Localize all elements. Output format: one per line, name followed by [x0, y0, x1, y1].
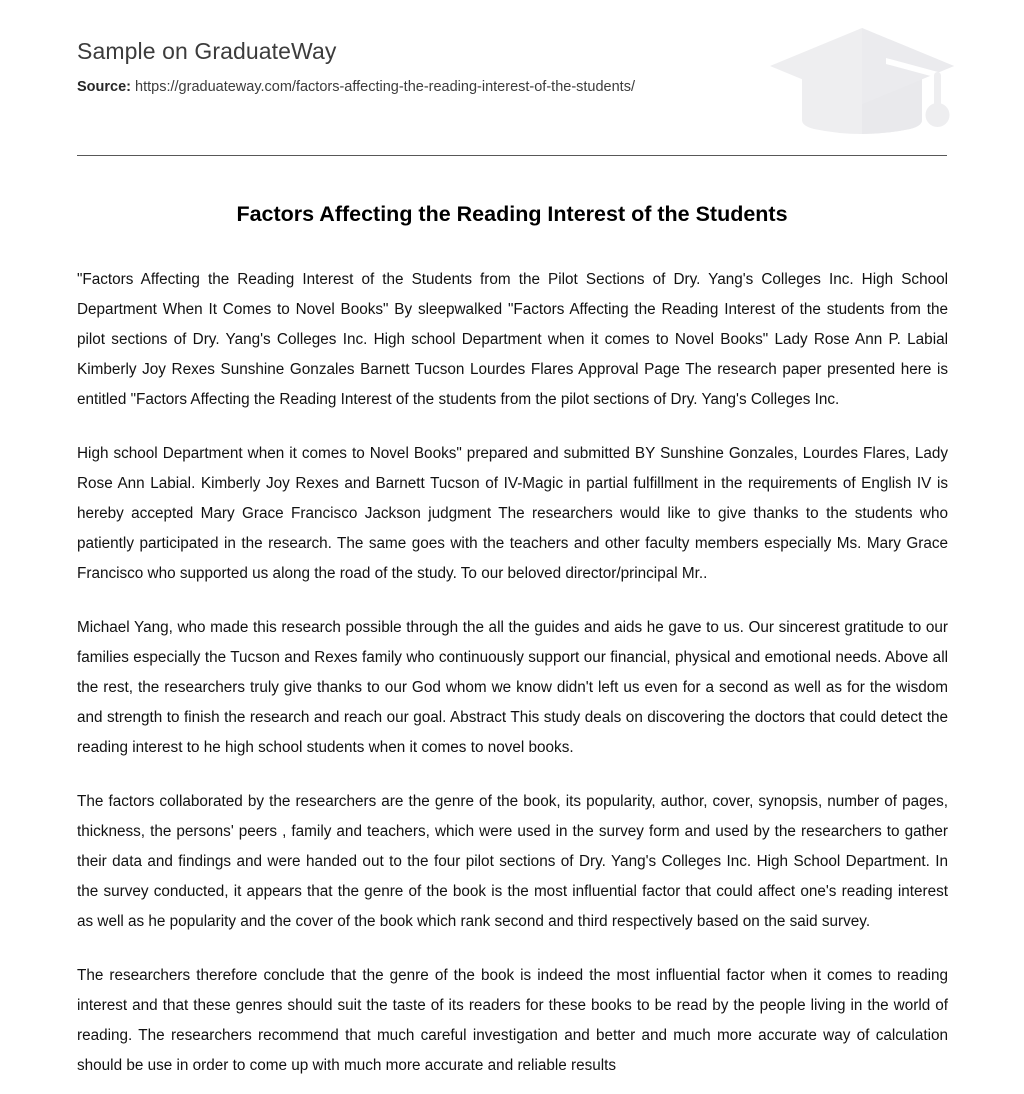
- source-url[interactable]: https://graduateway.com/factors-affecting-the-reading-interest-of-the-students/: [135, 79, 635, 95]
- source-line: [77, 66, 947, 97]
- body-paragraph: The researchers therefore conclude that the genre of the book is indeed the most influential factor when it comes to reading interest and that these genres should suit the taste of its readers for these books to be read by the people living in the world of reading. The researchers recommend that much careful investigation and better and much more accurate way of calculation should be use in order to come up with much more accurate and reliable results: [77, 967, 948, 1074]
- header-divider: [77, 155, 947, 156]
- body-paragraph: The factors collaborated by the researchers are the genre of the book, its popularity, author, cover, synopsis, number of pages, thickness, the persons' peers , family and teachers, which were used in the survey form and used by the researchers to gather their data and findings and were handed out to the four pilot sections of Dry. Yang's Colleges Inc. High School Department. In the survey conducted, it appears that the genre of the book is the most influential factor that could affect one's reading interest as well as he popularity and the cover of the book which rank second and third respectively based on the said survey.: [77, 793, 948, 930]
- site-title: Sample on GraduateWay: [77, 38, 337, 64]
- source-label: Source:: [77, 79, 131, 95]
- body-paragraph: Michael Yang, who made this research possible through the all the guides and aids he gave to us. Our sincerest gratitude to our families especially the Tucson and Rexes family who continuously support our financial, physical and emotional needs. Above all the rest, the researchers truly give thanks to our God whom we know didn't left us even for a second as well as for the wisdom and strength to finish the research and reach our goal. Abstract This study deals on discovering the doctors that could detect the reading interest to he high school students when it comes to novel books.: [77, 619, 948, 756]
- body-paragraph: "Factors Affecting the Reading Interest of the Students from the Pilot Sections of Dry. Yang's Colleges Inc. High School Department When It Comes to Novel Books" By sleepwalked "Factors Affecting the Reading Interest of the students from the pilot sections of Dry. Yang's Colleges Inc. High school Department when it comes to Novel Books" Lady Rose Ann P. Labial Kimberly Joy Rexes Sunshine Gonzales Barnett Tucson Lourdes Flares Approval Page The research paper presented here is entitled "Factors Affecting the Reading Interest of the students from the pilot sections of Dry. Yang's Colleges Inc.: [77, 271, 948, 408]
- site-header: [77, 36, 947, 97]
- article-body: [77, 265, 948, 1081]
- body-paragraph: High school Department when it comes to Novel Books" prepared and submitted BY Sunshine Gonzales, Lourdes Flares, Lady Rose Ann Labial. Kimberly Joy Rexes and Barnett Tucson of IV-Magic in partial fulfillment in the requirements of English IV is hereby accepted Mary Grace Francisco Jackson judgment The researchers would like to give thanks to the students who patiently participated in the research. The same goes with the teachers and other faculty members especially Ms. Mary Grace Francisco who supported us along the road of the study. To our beloved director/principal Mr..: [77, 445, 948, 582]
- page-title: Factors Affecting the Reading Interest of the Students: [236, 202, 788, 226]
